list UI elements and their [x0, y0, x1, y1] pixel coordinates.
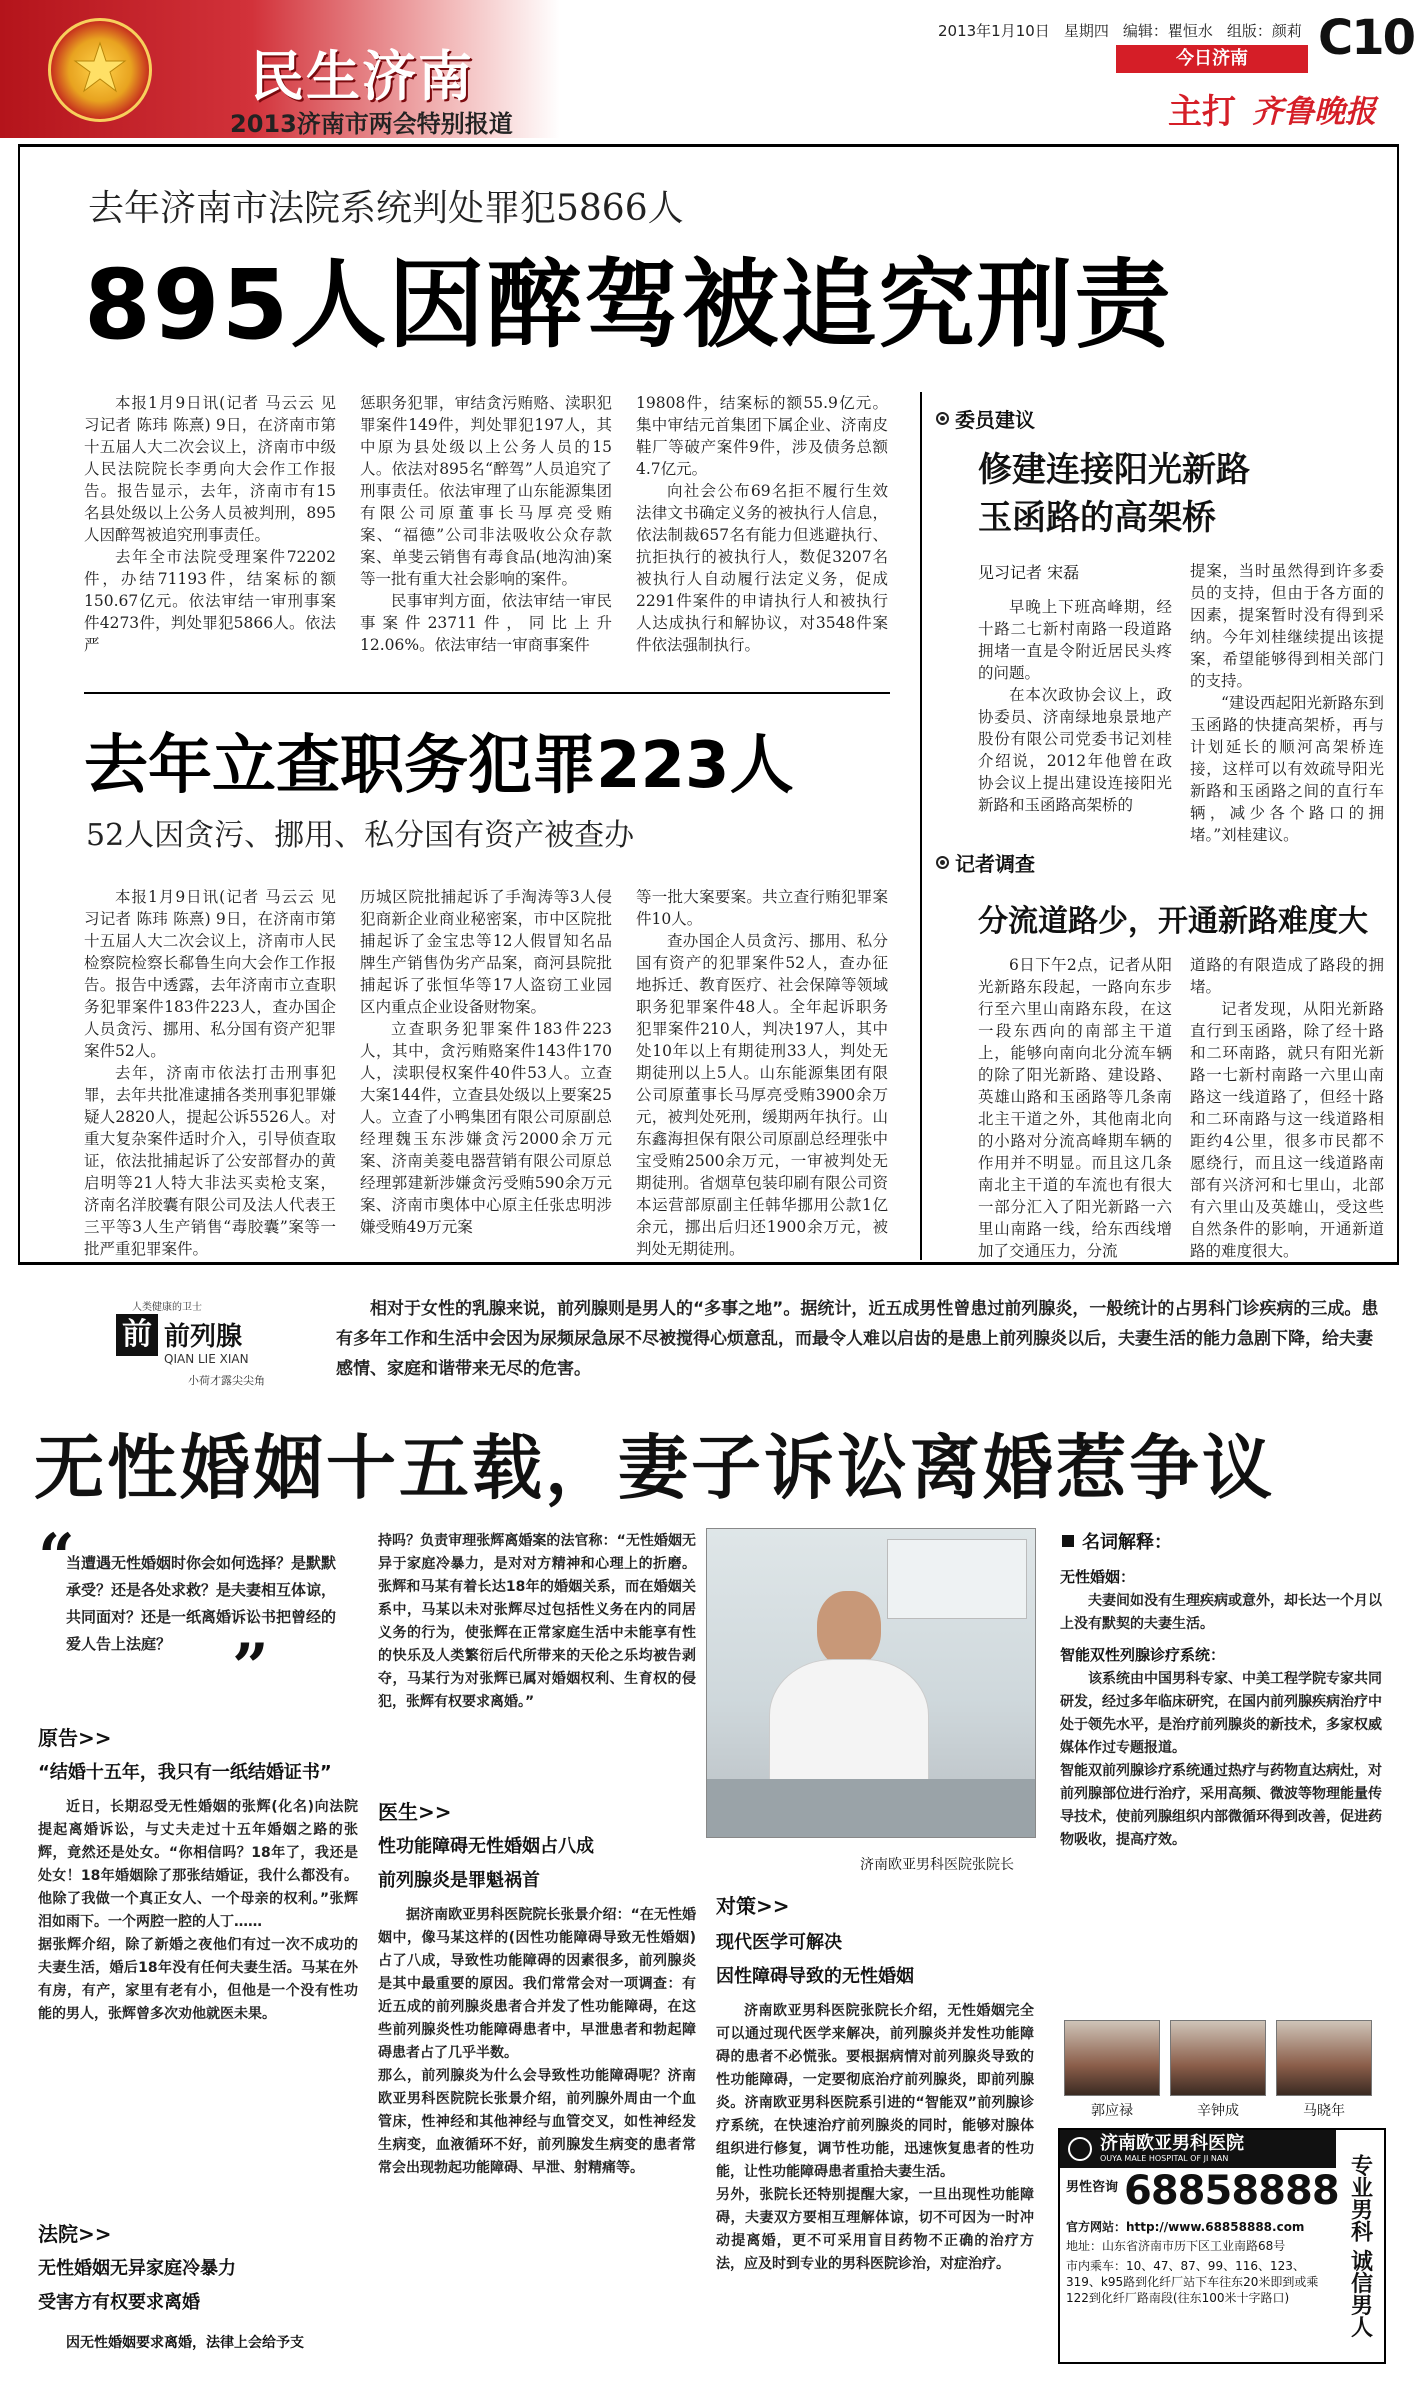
story2-para: 本报1月9日讯(记者 马云云 见习记者 陈玮 陈熹) 9日，在济南市第十五届人大二次会议上，济南市人民检察院检察长郗鲁生向大会作工作报告。报告中透露，去年济南市立查职务犯罪案件183件223人，查办国企人员贪污、挪用、私分国有资产犯罪案件52人。 — [84, 888, 336, 1060]
sidebar-divider — [920, 392, 922, 1260]
story1-para: 去年全市法院受理案件72202件，办结71193件，结案标的额150.67亿元。依法审结一审刑事案件4273件，判处罪犯5866人。依法严 — [84, 548, 336, 654]
column-logo — [108, 1298, 298, 1396]
hospital-address: 地址：山东省济南市历下区工业南路68号 — [1066, 2239, 1286, 2253]
gloss1-head: 无性婚姻： — [1060, 1568, 1136, 1586]
ad-col2-text: 持吗？负责审理张辉离婚案的法官称：“无性婚姻无异于家庭冷暴力，是对对方精神和心理上的折磨。张辉和马某有着长达18年的婚姻关系，而在婚姻关系中，马某以未对张辉尽过包括性义务在内的同居义务的行为，使张辉在正常家庭生活中未能享有性的快乐及人类繁衍后代所带来的天伦之乐均被告剥夺，马某行为对张辉已属对婚姻权利、生育权的侵犯，张辉有权要求离婚。” — [378, 1533, 696, 1710]
sidebar-para: 在本次政协会议上，政协委员、济南绿地泉景地产股份有限公司党委书记刘桂介绍说，2012年他曾在政协会议上提出建设连接阳光新路和玉函路高架桥的 — [978, 686, 1172, 814]
photo-person-coat — [769, 1659, 929, 1799]
glossary-title — [1062, 1528, 1172, 1554]
issue-date: 2013年1月10日 — [938, 22, 1050, 40]
section-title: 民生济南 — [250, 45, 474, 108]
hospital-ad-box — [1058, 2128, 1386, 2364]
story1-para: 向社会公布69名拒不履行生效法律文书确定义务的被执行人信息，依法制裁657名有能力但逃避执行、抗拒执行的被执行人，数促3207名被执行人自动履行法定义务，促成2291件案件的申请执行人和被执行人达成执行和解协议，对3548件案件依法强制执行。 — [636, 482, 888, 654]
hospital-header — [1060, 2130, 1336, 2168]
story1-col3 — [636, 392, 888, 656]
story1-col1 — [84, 392, 336, 656]
story2-para: 立查职务犯罪案件183件223人，其中，贪污贿赂案件143件170人，渎职侵权案件40件53人。立查大案144件，立查县处级以上要案25人。立查了小鸭集团有限公司原副总经理魏玉东涉嫌贪污2000余万元案、济南美菱电器营销有限公司原总经理郭建新涉嫌贪污受贿590余万元案、济南市奥体中心原主任张忠明涉嫌受贿49万元案 — [360, 1020, 612, 1236]
expert-portrait — [1276, 2020, 1372, 2096]
ad-quote: 当遭遇无性婚姻时你会如何选择？是默默承受？还是各处求救？是夫妻相互体谅，共同面对？还是一纸离婚诉讼书把曾经的爱人告上法庭？ — [66, 1554, 337, 1653]
sidebar-colC — [978, 954, 1172, 1262]
sidebar-para: 道路的有限造成了路段的拥堵。 — [1190, 956, 1384, 996]
story2-headline: 去年立查职务犯罪223人 — [84, 729, 794, 803]
sidebar-para: 记者发现，从阳光新路直行到玉函路，除了经十路和二环南路，就只有阳光新路一七新村南路一六里山南路这一线道路了，但经十路和二环南路与这一线道路相距约4公里，很多市民都不愿绕行，而且这一线道路南部有兴济河和七里山，北部有六里山及英雄山，受这些自然条件的影响，开通新道路的难度很大。 — [1190, 1000, 1384, 1260]
fayuan-text: 因无性婚姻要求离婚，法律上会给予支 — [66, 2335, 304, 2351]
phone-number[interactable]: 68858888 — [1124, 2168, 1339, 2214]
expert-name: 马晓年 — [1303, 2103, 1345, 2119]
bullet-icon — [936, 412, 949, 425]
sidebar-para: 提案，当时虽然得到许多委员的支持，但由于各方面的因素，提案暂时没有得到采纳。今年刘桂继续提出该提案，希望能够得到相关部门的支持。 — [1190, 562, 1384, 690]
section-tag: 今日济南 — [1116, 45, 1308, 73]
sidebar-label-1 — [936, 404, 1035, 433]
masthead-rule — [18, 144, 1399, 147]
story2-col2 — [360, 886, 612, 1238]
photo-person-head — [817, 1591, 881, 1667]
top-frame-right — [1397, 144, 1399, 1262]
paper-logo: 齐鲁晚报 — [1252, 94, 1376, 130]
yisheng-title-2: 前列腺炎是罪魁祸首 — [378, 1870, 540, 1891]
story2-col3 — [636, 886, 888, 1260]
sidebar-headline-line: 玉函路的高架桥 — [978, 498, 1216, 538]
ad-h-yisheng: 医生>> — [378, 1800, 452, 1824]
sidebar-label-2 — [936, 848, 1035, 877]
column-logo-small-bottom: 小荷才露尖尖角 — [188, 1374, 265, 1387]
top-frame-left — [18, 144, 20, 1262]
quote-open-icon: “ — [38, 1520, 75, 1595]
duice-text: 济南欧亚男科医院张院长介绍，无性婚姻完全可以通过现代医学来解决，前列腺炎并发性功能障碍的患者不必慌张。要根据病情对前列腺炎导致的性功能障碍，一定要彻底治疗前列腺炎，即前列腺炎。济南欧亚男科医院系引进的“智能双”前列腺诊疗系统，在快速治疗前列腺炎的同时，能够对腺体组织进行修复，调节性功能，迅速恢复患者的性功能，让性功能障碍患者重拾夫妻生活。 另外，张院长还特别提醒大家，一旦出现性功能障碍，夫妻双方要相互理解体谅，切不可因为一时冲动提离婚，更不可采用盲目药物不正确的治疗方法，应及时到专业的男科医院诊治，对症治疗。 — [716, 2003, 1034, 2272]
bus-info: 市内乘车：10、47、87、99、116、123、319、k95路到化纤厂站下车往东20米即到或乘122到化纤厂路南段(往东100米十字路口) — [1066, 2259, 1319, 2305]
duice-title-2: 因性障碍导致的无性婚姻 — [716, 1966, 914, 1987]
bullet-icon — [936, 856, 949, 869]
story1-kicker: 去年济南市法院系统判处罪犯5866人 — [88, 188, 684, 229]
section-bottom-rule — [18, 1262, 1399, 1265]
story1-headline: 895人因醉驾被追究刑责 — [84, 249, 1173, 361]
hospital-website[interactable]: 官方网站：http://www.68858888.com — [1066, 2220, 1305, 2234]
story2-subhead: 52人因贪污、挪用、私分国有资产被查办 — [86, 818, 635, 853]
column-logo-pinyin: QIAN LIE XIAN — [164, 1352, 249, 1366]
duice-title-1: 现代医学可解决 — [716, 1932, 842, 1953]
sidebar-label-text: 记者调查 — [955, 852, 1035, 876]
fayuan-title-1: 无性婚姻无异家庭冷暴力 — [38, 2258, 236, 2279]
quote-close-icon: ” — [232, 1630, 269, 1705]
sidebar-headline-1 — [978, 446, 1250, 542]
story1-col2 — [360, 392, 612, 656]
column-logo-box: 前 — [116, 1314, 158, 1356]
page-number: C10 — [1318, 10, 1415, 66]
glossary-title-text: 名词解释： — [1082, 1532, 1172, 1553]
gloss1-text: 夫妻间如没有生理疾病或意外，却长达一个月以上没有默契的夫妻生活。 — [1060, 1593, 1382, 1632]
yuangao-text: 近日，长期忍受无性婚姻的张辉(化名)向法院提起离婚诉讼，与丈夫走过十五年婚姻之路的张辉，竟然还是处女。“你相信吗？18年了，我还是处女！18年婚姻除了那张结婚证，我什么都没有。他除了我做一个真正女人、一个母亲的权利。”张辉泪如雨下。一个两腔一腔的人丁…… 据张辉介绍，除了新婚之夜他们有过一次不成功的夫妻生活，婚后18年没有任何夫妻生活。马某在外有房，有产，家里有老有小，但他是一个没有性功能的男人，张辉曾多次劝他就医未果。 — [38, 1799, 358, 2022]
layout-credit: 组版：颜莉 — [1226, 22, 1302, 40]
story1-para: 惩职务犯罪，审结贪污贿赂、渎职犯罪案件149件，判处罪犯197人，其中原为县处级以上公务人员的15人。依法对895名“醉驾”人员追究了刑事责任。依法审理了山东能源集团有限公司原董事长马厚亮受贿案、“福德”公司非法吸收公众存款案、单斐云销售有毒食品(地沟油)案等一批有重大社会影响的案件。 — [360, 394, 612, 588]
story2-para: 历城区院批捕起诉了手淘涛等3人侵犯商新企业商业秘密案，市中区院批捕起诉了金宝忠等12人假冒知名品牌生产销售伪劣产品案，商河县院批捕起诉了张恒华等17人盗窃工业园区内重点企业设备财物案。 — [360, 888, 612, 1016]
sidebar-colA — [978, 596, 1172, 816]
expert-photo-2 — [1170, 2020, 1266, 2120]
yisheng-title-1: 性功能障碍无性婚姻占八成 — [378, 1836, 594, 1857]
hospital-name-en: OUYA MALE HOSPITAL OF JI NAN — [1100, 2154, 1229, 2163]
story2-para: 查办国企人员贪污、挪用、私分国有资产的犯罪案件52人，查办征地拆迁、教育医疗、社会保障等领域职务犯罪案件48人。全年起诉职务犯罪案件210人，判决197人，其中处10年以上有期徒刑33人，判处无期徒刑以上5人。山东能源集团有限公司原董事长马厚亮受贿3900余万元，被判处死刑，缓期两年执行。山东鑫海担保有限公司原副总经理张中宝受贿2500余万元，一审被判处无期徒刑。省烟草包装印刷有限公司资本运营部原副主任韩华挪用公款1亿余元，挪出后归还1900余万元，被判处无期徒刑。 — [636, 932, 888, 1258]
column-logo-tag: 前列腺 — [164, 1322, 243, 1352]
story2-para: 去年，济南市依法打击刑事犯罪，去年共批准逮捕各类刑事犯罪嫌疑人2820人，提起公诉5526人。对重大复杂案件适时介入，引导侦查取证，依法批捕起诉了公安部督办的黄启明等21人特大非法买卖枪支案，济南名洋胶囊有限公司及法人代表王三平等3人生产销售“毒胶囊”案等一批严重犯罪案件。 — [84, 1064, 336, 1258]
ad-h-duice: 对策>> — [716, 1894, 790, 1918]
sidebar-para: 6日下午2点，记者从阳光新路东段起，一路向东步行至六里山南路东段，在这一段东西向的南部主干道上，能够向南向北分流车辆的除了阳光新路、建设路、英雄山路和玉函路等几条南北主干道之外，其他南北向的小路对分流高峰期车辆的作用并不明显。而且这几条南北主干道的车流也有很大一部分汇入了阳光新路一六里山南路一线，给东西线增加了交通压力，分流 — [978, 956, 1172, 1260]
photo-desk — [707, 1779, 1036, 1838]
story1-para: 民事审判方面，依法审结一审民事案件23711件，同比上升12.06%。依法审结一审商事案件 — [360, 592, 612, 654]
sidebar-headline-line: 修建连接阳光新路 — [978, 450, 1250, 490]
sidebar-headline-2: 分流道路少，开通新路难度大 — [978, 904, 1368, 939]
ad-h-fayuan: 法院>> — [38, 2222, 112, 2246]
emblem-icon — [48, 18, 152, 122]
right-tag: 专业男科 诚信男人 — [1347, 2154, 1373, 2338]
story2-col1 — [84, 886, 336, 1260]
story1-para: 本报1月9日讯(记者 马云云 见习记者 陈玮 陈熹) 9日，在济南市第十五届人大二次会议上，济南市中级人民法院院长李勇向大会作工作报告。报告显示，去年，济南市有15名县处级以上公务人员被判刑，895人因醉驾被追究刑事责任。 — [84, 394, 336, 544]
phone-label: 男性咨询 — [1066, 2180, 1119, 2195]
photo-wall-sign — [887, 1539, 1027, 1619]
ad-h-yuangao: 原告>> — [38, 1726, 112, 1750]
sidebar-para: 早晚上下班高峰期，经十路二七新村南路一段道路拥堵一直是令附近居民头疼的问题。 — [978, 598, 1172, 682]
issue-meta — [938, 20, 1302, 41]
hospital-name: 济南欧亚男科医院 — [1100, 2133, 1244, 2154]
host-label: 主打 — [1168, 92, 1236, 132]
section-subtitle: 2013济南市两会特别报道 — [230, 110, 513, 138]
gloss2-head: 智能双性列腺诊疗系统： — [1060, 1646, 1226, 1664]
expert-photo-3 — [1276, 2020, 1372, 2120]
yisheng-text: 据济南欧亚男科医院院长张景介绍：“在无性婚姻中，像马某这样的(因性功能障碍导致无性婚姻)占了八成，导致性功能障碍的因素很多，前列腺炎是其中最重要的原因。我们常常会对一项调查：有近五成的前列腺炎患者合并发了性功能障碍，在这些前列腺炎性功能障碍患者中，早泄患者和勃起障碍患者占了几乎半数。 那么，前列腺炎为什么会导致性功能障碍呢？济南欧亚男科医院院长张景介绍，前列腺外周由一个血管床，性神经和其他神经与血管交叉，如性神经发生病变，血液循环不好，前列腺发生病变的患者常常会出现勃起功能障碍、早泄、射精痛等。 — [378, 1907, 696, 2176]
square-bullet-icon — [1062, 1535, 1074, 1547]
ad-intro: 相对于女性的乳腺来说，前列腺则是男人的“多事之地”。据统计，近五成男性曾患过前列腺炎，一般统计的占男科门诊疾病的三成。患有多年工作和生活中会因为尿频尿急尿不尽被搅得心烦意乱，而最令人难以启齿的是患上前列腺炎以后，夫妻生活的能力急剧下降，给夫妻感情、家庭和谐带来无尽的危害。 — [336, 1299, 1379, 1379]
sidebar-colD — [1190, 954, 1384, 1262]
expert-portrait — [1170, 2020, 1266, 2096]
sidebar-label-text: 委员建议 — [955, 408, 1035, 432]
yuangao-title: “结婚十五年，我只有一纸结婚证书” — [38, 1762, 332, 1783]
fayuan-title-2: 受害方有权要求离婚 — [38, 2292, 200, 2313]
story1-para: 19808件，结案标的额55.9亿元。集中审结元首集团下属企业、济南皮鞋厂等破产案件9件，涉及债务总额4.7亿元。 — [636, 394, 888, 478]
expert-portrait — [1064, 2020, 1160, 2096]
story-divider — [84, 692, 890, 694]
sidebar-colB — [1190, 560, 1384, 846]
story2-para: 等一批大案要案。共立查行贿犯罪案件10人。 — [636, 888, 888, 928]
expert-name: 郭应禄 — [1091, 2103, 1133, 2119]
issue-weekday: 星期四 — [1063, 22, 1109, 40]
doctor-photo — [706, 1528, 1036, 1838]
sidebar-byline: 见习记者 宋磊 — [978, 563, 1080, 582]
hospital-logo-icon — [1068, 2137, 1092, 2161]
photo-caption: 济南欧亚男科医院张院长 — [860, 1857, 1014, 1873]
expert-name: 辛钟成 — [1197, 2103, 1239, 2119]
sidebar-para: “建设西起阳光新路东到玉函路的快捷高架桥，再与计划延长的顺河高架桥连接，这样可以有效疏导阳光新路和玉函路之间的直行车辆，减少各个路口的拥堵。”刘桂建议。 — [1190, 694, 1384, 844]
editor-credit: 编辑：瞿恒水 — [1122, 22, 1213, 40]
expert-photo-1 — [1064, 2020, 1160, 2120]
column-logo-small-top: 人类健康的卫士 — [132, 1302, 202, 1313]
gloss2-text: 该系统由中国男科专家、中美工程学院专家共同研发，经过多年临床研究，在国内前列腺疾病治疗中处于领先水平，是治疗前列腺炎的新技术，多家权威媒体作过专题报道。 智能双前列腺诊疗系统通过热疗与药物直达病灶，对前列腺部位进行治疗，采用高频、微波等物理能量传导技术，使前列腺组织内部微循环得到改善，促进药物吸收，提高疗效。 — [1060, 1671, 1382, 1848]
ad-headline: 无性婚姻十五载，妻子诉讼离婚惹争议 — [34, 1427, 1275, 1509]
